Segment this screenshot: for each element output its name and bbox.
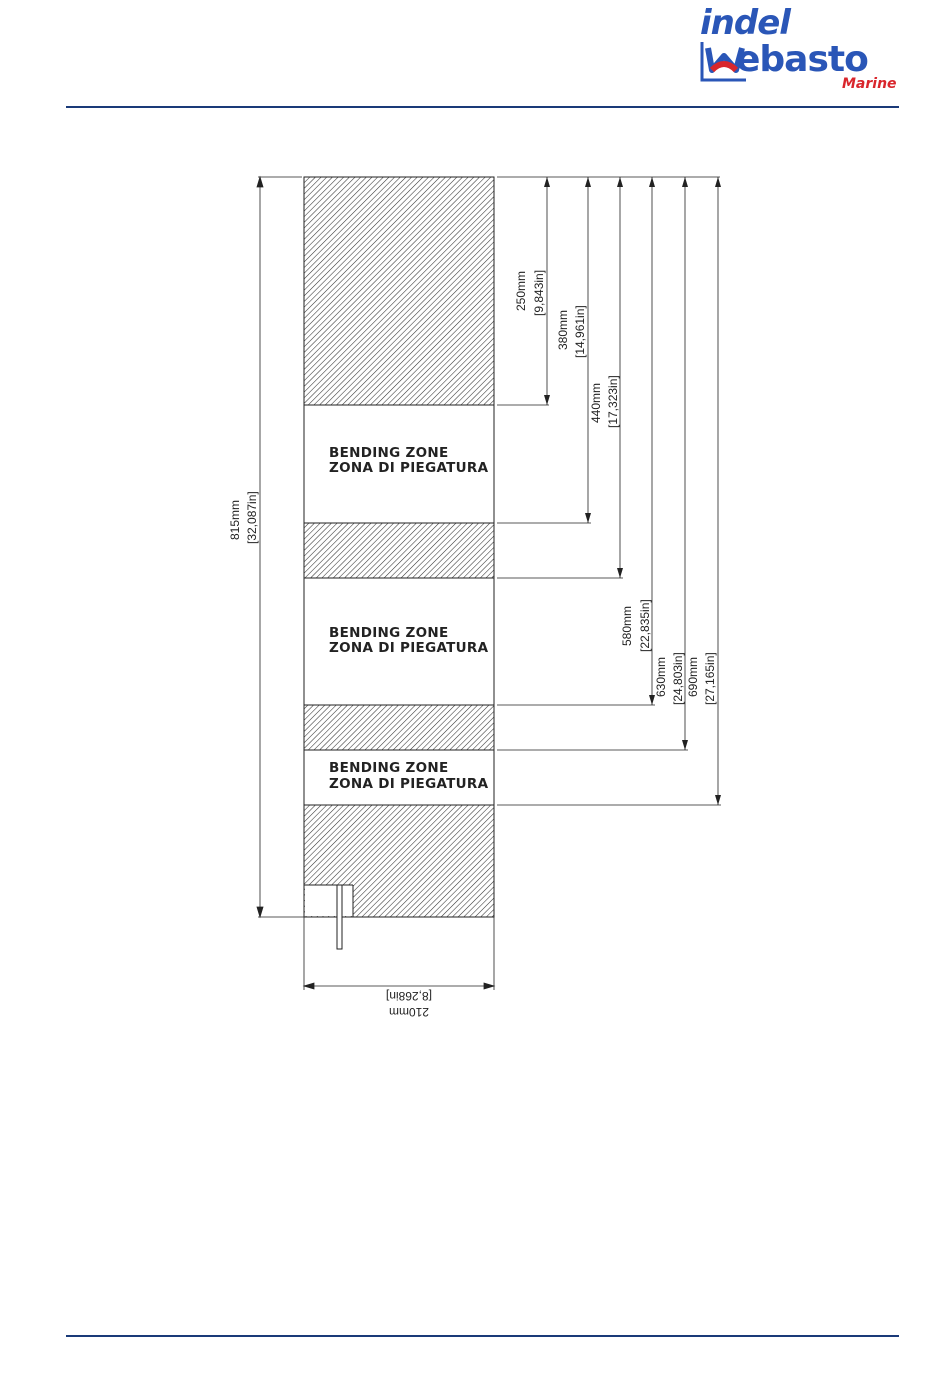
logo-word-indel: indel: [700, 3, 790, 43]
width-in: [8,268in]: [385, 989, 432, 1003]
right-dimension-arrows: [544, 177, 721, 805]
zone-1-label-en: BENDING ZONE: [329, 445, 449, 461]
zone-3-label-it: ZONA DI PIEGATURA: [329, 776, 489, 792]
total-height-mm: 815mm: [228, 499, 242, 540]
logo-word-marine: Marine: [842, 76, 897, 92]
dim-580-in: [22,835in]: [638, 599, 652, 652]
bottom-notch: [305, 885, 353, 916]
dim-440-mm: 440mm: [589, 382, 603, 423]
dim-690-in: [27,165in]: [703, 652, 717, 705]
dim-250-in: [9,843in]: [532, 269, 546, 316]
dim-440-in: [17,323in]: [606, 375, 620, 428]
dim-580-mm: 580mm: [620, 605, 634, 646]
dimension-width: [304, 917, 494, 990]
dim-690-mm: 690mm: [686, 656, 700, 697]
zone-2-label-en: BENDING ZONE: [329, 625, 449, 641]
right-dimension-lines: [497, 177, 721, 805]
hatched-section-2: [304, 523, 494, 578]
zone-1-label-it: ZONA DI PIEGATURA: [329, 460, 489, 476]
hatched-section-1: [304, 177, 494, 405]
logo-word-ebasto: ebasto: [736, 39, 868, 80]
zone-2-label-it: ZONA DI PIEGATURA: [329, 640, 489, 656]
width-mm: 210mm: [388, 1005, 429, 1019]
dim-380-in: [14,961in]: [573, 305, 587, 358]
hatched-section-3: [304, 705, 494, 750]
dim-380-mm: 380mm: [556, 309, 570, 350]
dim-630-in: [24,803in]: [671, 652, 685, 705]
connector-pipe: [337, 885, 342, 949]
dim-250-mm: 250mm: [514, 270, 528, 311]
total-height-in: [32,087in]: [245, 491, 259, 544]
zone-3-label-en: BENDING ZONE: [329, 760, 449, 776]
dim-630-mm: 630mm: [654, 656, 668, 697]
